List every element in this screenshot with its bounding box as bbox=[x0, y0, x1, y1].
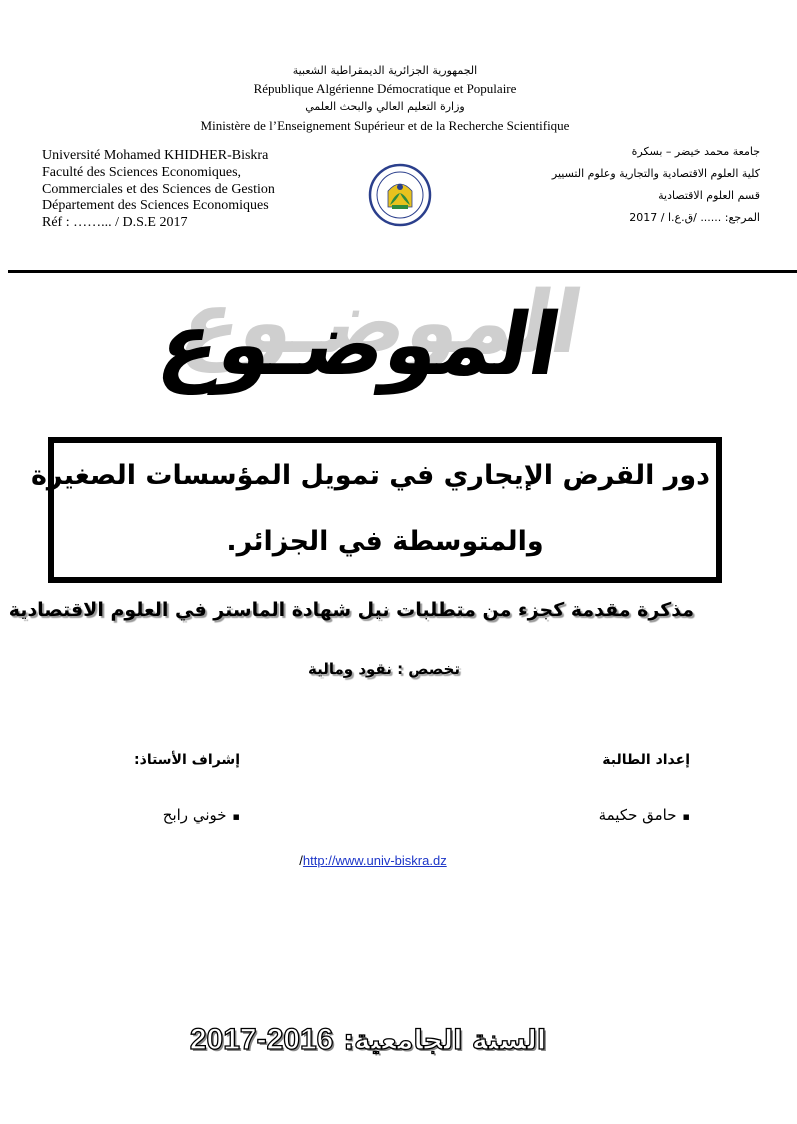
faculty-name-french-cont: Commerciales et des Sciences de Gestion bbox=[42, 181, 275, 197]
academic-year-value: 2017-2016 bbox=[189, 1023, 334, 1056]
thesis-title-line-1: دور القرض الإيجاري في تمويل المؤسسات الصغيرة bbox=[30, 460, 710, 491]
institution-block-french bbox=[42, 148, 275, 232]
university-name-arabic: جامعة محمد خيضر – بسكرة bbox=[631, 145, 760, 158]
header-republic-french: République Algérienne Démocratique et Populaire bbox=[253, 81, 517, 96]
topic-wordart-heading: الموضـوع bbox=[151, 295, 569, 395]
thesis-title-line-2: والمتوسطة في الجزائر. bbox=[226, 526, 544, 557]
student-name-line bbox=[490, 805, 690, 827]
faculty-name-arabic: كلية العلوم الاقتصادية والتجارية وعلوم التسيير bbox=[551, 167, 760, 180]
bullet-icon: ▪ bbox=[232, 810, 240, 823]
department-name-french: Département des Sciences Economiques bbox=[42, 198, 269, 214]
supervisor-label: إشراف الأستاذ: bbox=[134, 752, 240, 768]
bullet-icon: ▪ bbox=[682, 810, 690, 823]
supervisor-name-line bbox=[40, 805, 240, 827]
institution-block-arabic bbox=[500, 141, 760, 229]
reference-french: Réf : ……... / D.S.E 2017 bbox=[42, 215, 188, 231]
university-seal-icon bbox=[368, 163, 432, 227]
supervisor-name: خوني رابح bbox=[162, 806, 227, 824]
department-name-arabic: قسم العلوم الاقتصادية bbox=[658, 189, 760, 202]
university-website-link[interactable]: http://www.univ-biskra.dz bbox=[302, 853, 447, 868]
faculty-name-french: Faculté des Sciences Economiques, bbox=[42, 164, 242, 180]
header-ministry-arabic: وزارة التعليم العالي والبحث العلمي bbox=[305, 100, 465, 113]
university-name-french: Université Mohamed KHIDHER-Biskra bbox=[42, 148, 269, 163]
header-republic-arabic: الجمهورية الجزائرية الديمقراطية الشعبية bbox=[292, 64, 478, 77]
header-divider bbox=[8, 270, 797, 273]
thesis-subtitle: مذكرة مقدمة كجزء من متطلبات نيل شهادة الماستر في العلوم الاقتصادية bbox=[8, 599, 694, 621]
academic-year bbox=[148, 1016, 588, 1064]
university-website-line bbox=[223, 852, 523, 870]
reference-arabic: المرجع: ...... /ق.ع.ا / 2017 bbox=[629, 211, 760, 224]
student-label: إعداد الطالبة bbox=[602, 752, 690, 768]
academic-year-label: السنة الجامعية: bbox=[343, 1024, 547, 1056]
link-prefix: / bbox=[299, 853, 303, 868]
specialty: تخصص : نقود ومالية bbox=[308, 660, 460, 678]
header-ministry-french: Ministère de l’Enseignement Supérieur et de la Recherche Scientifique bbox=[200, 118, 570, 133]
student-name: حامق حكيمة bbox=[598, 806, 677, 824]
university-logo bbox=[368, 163, 432, 227]
